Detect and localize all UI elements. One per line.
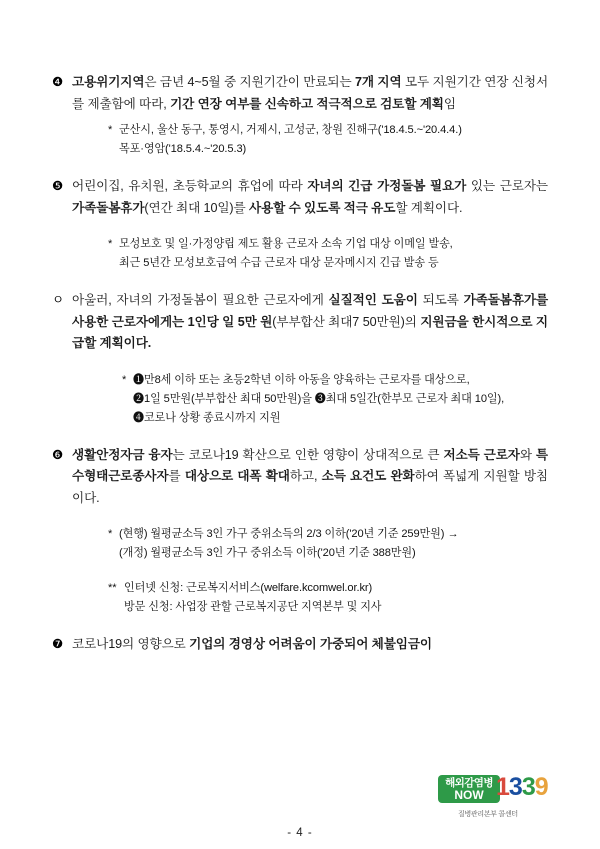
logo-brand-line2: NOW	[454, 788, 484, 802]
note-row	[122, 371, 548, 390]
note-row	[108, 235, 548, 254]
list-item	[52, 445, 548, 510]
note-star: *	[122, 373, 127, 386]
note-star: *	[108, 528, 113, 540]
note-star: *	[108, 238, 113, 250]
list-marker: ❼	[52, 637, 64, 651]
list-marker: ❺	[52, 179, 64, 193]
list-paragraph: 고용위기지역은 금년 4~5월 중 지원기간이 만료되는 7개 지역 모두 지원기간 연장 신청서를 제출함에 따라, 기간 연장 여부를 신속하고 적극적으로 검토할 계획임	[72, 75, 549, 111]
list-item	[52, 290, 548, 355]
note-line: 인터넷 신청: 근로복지서비스(welfare.kcomwel.or.kr)	[124, 582, 373, 594]
logo-number: 1339	[496, 773, 548, 801]
note-line: ❷1일 5만원(부부합산 최대 50만원)을 ❸최대 5일간(한부모 근로자 최대 10일),	[133, 392, 505, 405]
note-line: (현행) 월평균소득 3인 가구 중위소득의 2/3 이하('20년 기준 259만원) →	[119, 528, 459, 540]
note-block	[52, 235, 548, 273]
page-number: - 4 -	[287, 827, 313, 839]
list-marker: ❻	[52, 447, 64, 462]
note-block	[52, 579, 548, 617]
list-marker: ❹	[52, 75, 64, 89]
list-item	[52, 176, 548, 219]
list-paragraph: 코로나19의 영향으로 기업의 경영상 어려움이 가중되어 체불임금이	[72, 637, 432, 651]
note-block	[52, 525, 548, 563]
logo-brand-line1: 해외감염병	[445, 777, 493, 789]
kcdc-1339-logo	[438, 773, 556, 819]
list-paragraph: 어린이집, 유치원, 초등학교의 휴업에 따라 자녀의 긴급 가정돌봄 필요가 있는 근로자는 가족돌봄휴가(연간 최대 10일)를 사용할 수 있도록 적극 유도할 계획이다.	[72, 179, 548, 215]
note-line: 군산시, 울산 동구, 통영시, 거제시, 고성군, 창원 진해구('18.4.5.~'20.4.4.)	[119, 124, 462, 136]
list-marker: ㅇ	[52, 293, 65, 307]
note-line: ❶만8세 이하 또는 초등2학년 이하 아동을 양육하는 근로자를 대상으로,	[133, 373, 470, 386]
note-row	[108, 121, 548, 140]
list-paragraph: 생활안정자금 융자는 코로나19 확산으로 인한 영향이 상대적으로 큰 저소득 근로자와 특수형태근로종사자를 대상으로 대폭 확대하고, 소득 요건도 완화하여 폭넓게 지원할 방침이다.	[72, 447, 548, 505]
note-row	[108, 579, 548, 598]
note-row	[108, 525, 548, 544]
note-block	[52, 121, 548, 159]
note-line: 방문 신청: 사업장 관할 근로복지공단 지역본부 및 지사	[124, 601, 382, 613]
note-line: 목포·영암('18.5.4.~'20.5.3)	[119, 143, 247, 155]
logo-subtitle: 질병관리본부 콜센터	[458, 811, 518, 818]
note-star: *	[108, 124, 113, 136]
list-item	[52, 72, 548, 115]
note-line: ❹코로나 상황 종료시까지 지원	[133, 411, 281, 424]
note-line: 최근 5년간 모성보호급여 수급 근로자 대상 문자메시지 긴급 발송 등	[119, 257, 439, 269]
note-star: **	[108, 582, 117, 594]
note-block	[52, 371, 548, 428]
page-footer	[0, 773, 600, 823]
logo-brand	[438, 775, 500, 803]
list-paragraph: 아울러, 자녀의 가정돌봄이 필요한 근로자에게 실질적인 도움이 되도록 가족돌봄휴가를 사용한 근로자에게는 1인당 일 5만 원(부부합산 최대7 50만원)의 지원금을 한시적으로 지급할 계획이다.	[72, 293, 549, 350]
list-item	[52, 634, 548, 656]
note-line: 모성보호 및 일·가정양립 제도 활용 근로자 소속 기업 대상 이메일 발송,	[119, 238, 453, 250]
note-line: (개정) 월평균소득 3인 가구 중위소득 이하('20년 기준 388만원)	[119, 547, 416, 559]
